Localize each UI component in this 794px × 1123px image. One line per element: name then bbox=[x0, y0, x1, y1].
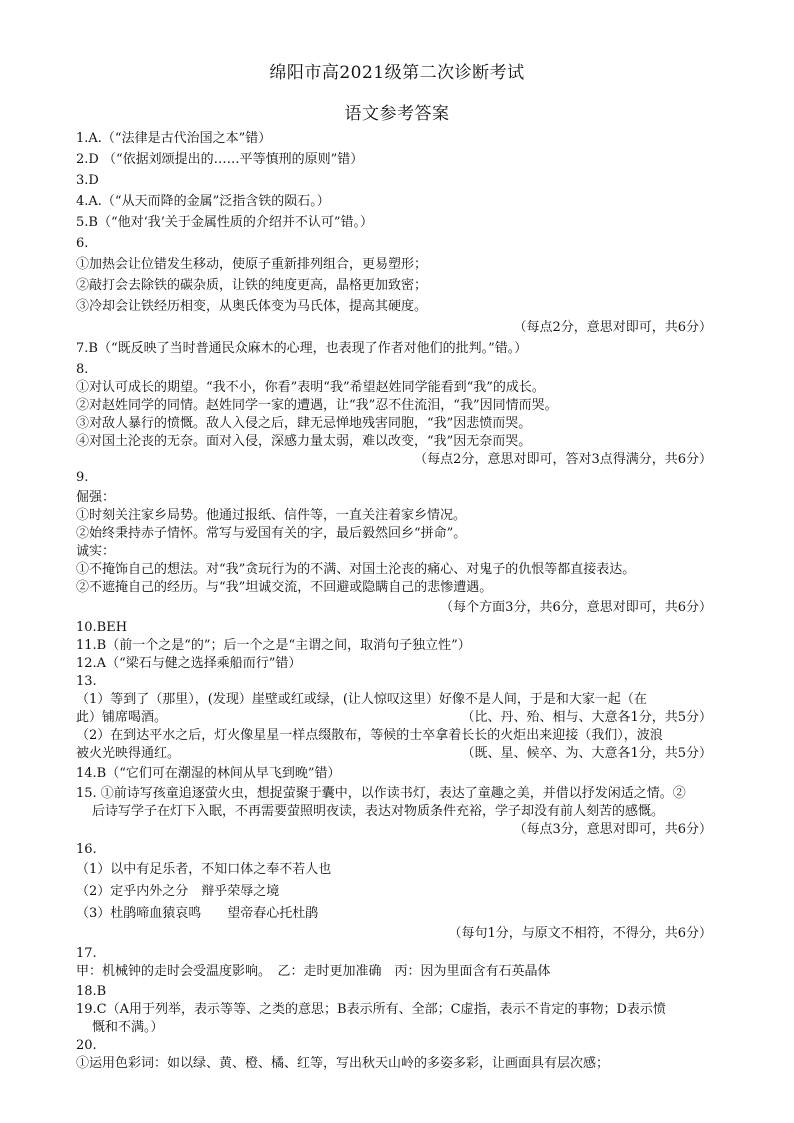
answer-line: 甲：机械钟的走时会受温度影响。 乙：走时更加准确 丙：因为里面含有石英晶体 bbox=[76, 964, 551, 979]
answer-line: 2.D （“依据刘颂提出的……平等慎刑的原则”错） bbox=[76, 152, 364, 167]
exam-title: 绵阳市高2021级第二次诊断考试 bbox=[269, 63, 525, 83]
answer-line: 1.A.（“法律是古代治国之本”错） bbox=[76, 131, 272, 146]
answer-line: 7.B（“既反映了当时普通民众麻木的心理，也表现了作者对他们的批判。”错。） bbox=[76, 341, 528, 356]
answer-line: ③冷却会让铁经历相变，从奥氏体变为马氏体，提高其硬度。 bbox=[76, 299, 428, 314]
answer-line: 9. bbox=[76, 470, 89, 485]
answer-line: （1）以中有足乐者，不知口体之奉不若人也 bbox=[76, 862, 332, 877]
answer-line: ①对认可成长的期望。“我不小，你看”表明“我”希望赵姓同学能看到“我”的成长。 bbox=[76, 380, 545, 395]
answer-line: ①时刻关注家乡局势。他通过报纸、信件等，一直关注着家乡情况。 bbox=[76, 508, 467, 523]
answer-line: 19.C（A用于列举，表示等等、之类的意思；B表示所有、全部；C虚指，表示不肯定的事物；D表示愤 bbox=[76, 1002, 666, 1017]
answer-line: 15. ①前诗写孩童追逐萤火虫，想捉萤聚于囊中，以作读书灯，表达了童趣之美，并借以抒发闲适之情。② bbox=[76, 786, 686, 801]
answer-line: ②始终秉持赤子情怀。常写与爱国有关的字，最后毅然回乡“拼命”。 bbox=[76, 526, 467, 541]
answer-line: 3.D bbox=[76, 173, 99, 188]
answer-line: ①运用色彩词：如以绿、黄、橙、橘、红等，写出秋天山岭的多姿多彩，让画面具有层次感； bbox=[76, 1056, 610, 1071]
answer-line: 诚实： bbox=[76, 544, 116, 559]
scoring-note: （每点2分，意思对即可，答对3点得满分，共6分） bbox=[414, 452, 712, 467]
answer-line: （1）等到了（那里），(发现）崖壁或红或绿，(让人惊叹这里）好像不是人间，于是和大家一起（在 bbox=[76, 692, 647, 707]
answer-line: 16. bbox=[76, 842, 97, 857]
answer-line: 18.B bbox=[76, 984, 107, 999]
answer-line: 12.A（“梁石与健之选择乘船而行”错） bbox=[76, 656, 302, 671]
answer-line: ②敲打会去除铁的碳杂质，让铁的纯度更高，晶格更加致密； bbox=[76, 278, 428, 293]
answer-line: 10.BEH bbox=[76, 620, 128, 635]
scoring-note: （既、星、候卒、为、大意各1分，共5分） bbox=[461, 746, 712, 761]
answer-line: 倔强： bbox=[76, 490, 116, 505]
answer-line: 14.B（“它们可在潮湿的林间从早飞到晚”错） bbox=[76, 766, 341, 781]
answer-line: 20. bbox=[76, 1038, 97, 1053]
answer-line: 后诗写学子在灯下入眠，不再需要萤照明夜读，表达对物质条件充裕，学子却没有前人刻苦的感慨。 bbox=[92, 804, 665, 819]
answer-line: 慨和不满。） bbox=[92, 1020, 164, 1035]
answer-line: （2）在到达平水之后，灯火像星星一样点缀散布，等候的士卒拿着长长的火炬出来迎接（我们），波浪 bbox=[76, 728, 663, 743]
answer-line: ②对赵姓同学的同情。赵姓同学一家的遭遇，让“我”忍不住流泪，“我”因同情而哭。 bbox=[76, 398, 558, 413]
answer-line: ②不遮掩自己的经历。与“我”坦诚交流，不回避或隐瞒自己的悲惨遭遇。 bbox=[76, 580, 493, 595]
answer-line: 6. bbox=[76, 236, 89, 251]
scoring-note: （每点3分，意思对即可，共6分） bbox=[513, 822, 712, 837]
answer-line: ④对国土沦丧的无奈。面对入侵，深感力量太弱，难以改变，“我”因无奈而哭。 bbox=[76, 434, 532, 449]
answer-line: 5.B（“他对‘我’关于金属性质的介绍并不认可”错。） bbox=[76, 215, 374, 230]
answer-line: 13. bbox=[76, 674, 97, 689]
answer-line: 8. bbox=[76, 362, 89, 377]
answer-line: 11.B（前一个之是“的”；后一个之是“主谓之间，取消句子独立性”） bbox=[76, 638, 471, 653]
scoring-note: （比、丹、殆、相与、大意各1分，共5分） bbox=[461, 710, 712, 725]
answer-line: （2）定乎内外之分 辩乎荣辱之境 bbox=[76, 884, 280, 899]
answer-subtitle: 语文参考答案 bbox=[344, 104, 450, 124]
scoring-note: （每个方面3分，共6分，意思对即可，共6分） bbox=[440, 600, 712, 615]
answer-line: 此）铺席喝酒。 bbox=[76, 710, 168, 725]
answer-line: ③对敌人暴行的愤慨。敌人入侵之后，肆无忌惮地残害同胞，“我”因悲愤而哭。 bbox=[76, 416, 532, 431]
answer-line: ①不掩饰自己的想法。对“我”贪玩行为的不满、对国土沦丧的痛心、对鬼子的仇恨等都直接表达。 bbox=[76, 562, 636, 577]
answer-line: 4.A.（“从天而降的金属”泛指含铁的陨石。） bbox=[76, 194, 330, 209]
answer-line: 17. bbox=[76, 946, 97, 961]
answer-line: 被火光映得通红。 bbox=[76, 746, 181, 761]
scoring-note: （每句1分，与原文不相符，不得分，共6分） bbox=[448, 926, 712, 941]
scoring-note: （每点2分，意思对即可，共6分） bbox=[513, 320, 712, 335]
answer-line: ①加热会让位错发生移动，使原子重新排列组合，更易塑形； bbox=[76, 257, 428, 272]
answer-line: （3）杜鹃啼血猿哀鸣 望帝春心托杜鹃 bbox=[76, 906, 319, 921]
